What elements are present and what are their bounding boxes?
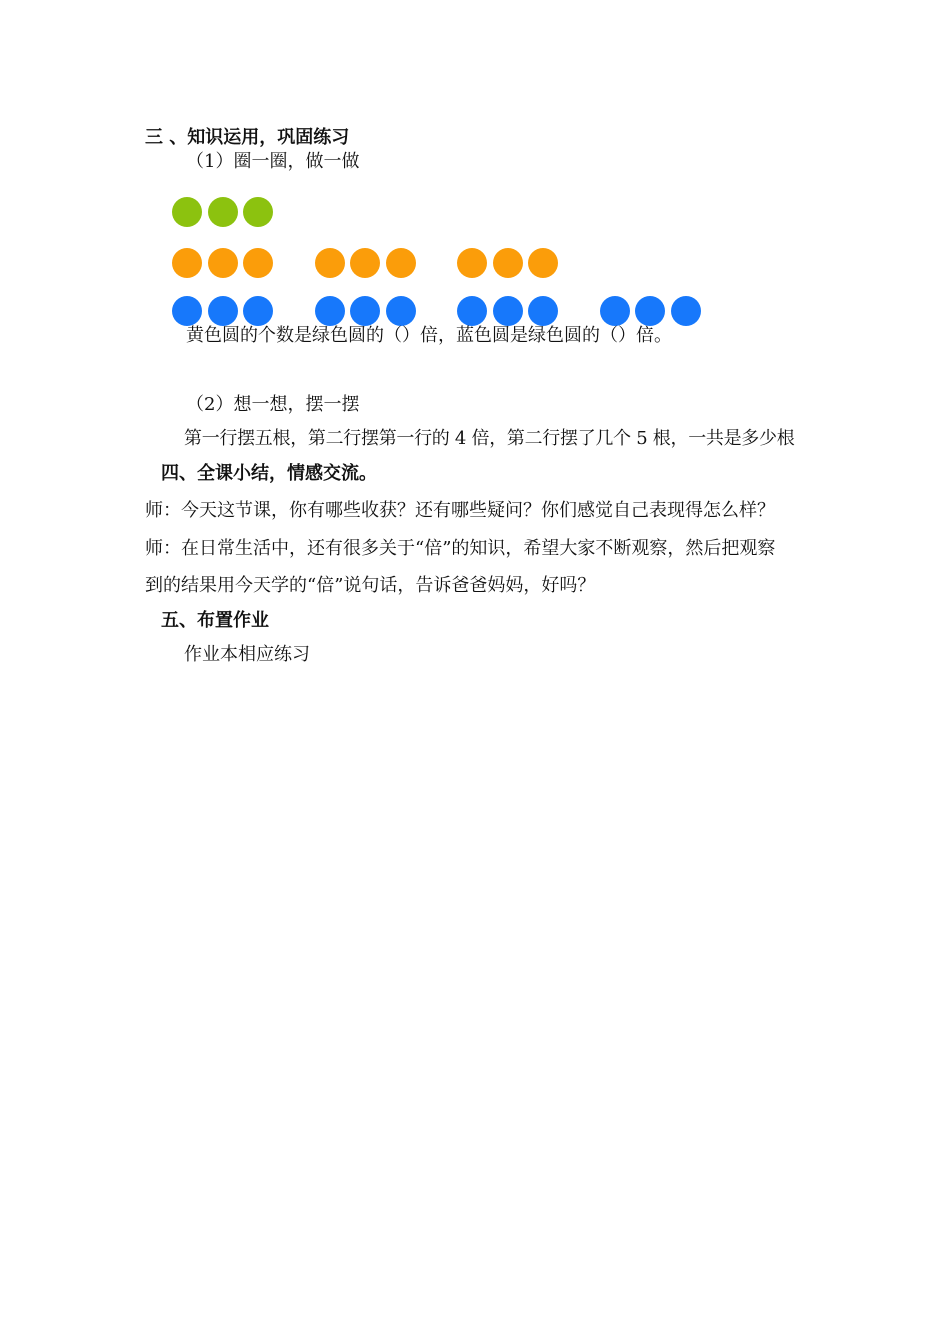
section5-heading: 五、布置作业 [161, 610, 269, 631]
blue-circle [528, 296, 558, 326]
blue-circle [315, 296, 345, 326]
summary-line-2: 师：在日常生活中，还有很多关于“倍”的知识，希望大家不断观察，然后把观察 [145, 538, 776, 559]
green-circle [243, 197, 273, 227]
question2-text: 第一行摆五根，第二行摆第一行的 4 倍，第二行摆了几个 5 根，一共是多少根 [184, 428, 795, 449]
blue-circle [350, 296, 380, 326]
orange-circle [493, 248, 523, 278]
summary-line-3: 到的结果用今天学的“倍”说句话，告诉爸爸妈妈，好吗？ [145, 575, 596, 596]
section4-heading: 四、全课小结，情感交流。 [161, 463, 377, 484]
question1-title: （1）圈一圈，做一做 [186, 151, 360, 172]
orange-circle [386, 248, 416, 278]
orange-circle [457, 248, 487, 278]
orange-circle [243, 248, 273, 278]
summary-line-1: 师：今天这节课，你有哪些收获？还有哪些疑问？你们感觉自己表现得怎么样？ [145, 500, 775, 521]
blue-circle [172, 296, 202, 326]
blue-circle [457, 296, 487, 326]
question1-prompt: 黄色圆的个数是绿色圆的（）倍，蓝色圆是绿色圆的（）倍。 [186, 325, 672, 346]
blue-circle [600, 296, 630, 326]
orange-circle [528, 248, 558, 278]
blue-circle [386, 296, 416, 326]
orange-circle [172, 248, 202, 278]
orange-circle [350, 248, 380, 278]
blue-circle [243, 296, 273, 326]
green-circle [208, 197, 238, 227]
green-circle [172, 197, 202, 227]
orange-circle [315, 248, 345, 278]
orange-circle [208, 248, 238, 278]
blue-circle [208, 296, 238, 326]
blue-circle [635, 296, 665, 326]
blue-circle [493, 296, 523, 326]
question2-title: （2）想一想，摆一摆 [186, 394, 360, 415]
section3-heading: 三 、知识运用，巩固练习 [145, 127, 350, 148]
blue-circle [671, 296, 701, 326]
homework-text: 作业本相应练习 [184, 644, 310, 665]
